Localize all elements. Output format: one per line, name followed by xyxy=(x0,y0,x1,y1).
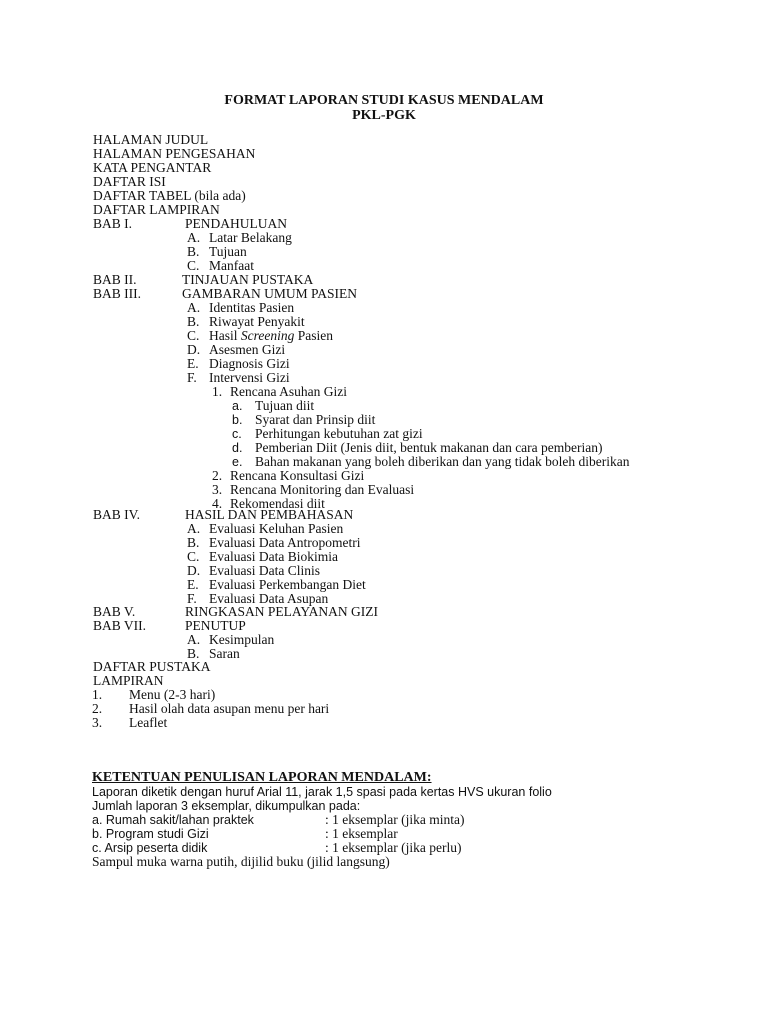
sub-sub-list-item: Pemberian Diit (Jenis diit, bentuk makanan dan cara pemberian) xyxy=(255,440,603,455)
sub-sub-list-item: Bahan makanan yang boleh diberikan dan yang tidak boleh diberikan xyxy=(255,454,630,469)
list-item: Evaluasi Data Biokimia xyxy=(209,549,338,564)
chapter-label: BAB VII. xyxy=(93,618,147,633)
lampiran-item: Hasil olah data asupan menu per hari xyxy=(129,701,330,716)
list-marker: C. xyxy=(187,328,200,343)
requirements-line: Jumlah laporan 3 eksemplar, dikumpulkan pada: xyxy=(92,799,361,813)
copy-amount: : 1 eksemplar (jika perlu) xyxy=(325,840,462,855)
list-marker: E. xyxy=(187,356,199,371)
sub-list-item: Rekomendasi diit xyxy=(230,496,325,511)
list-marker: B. xyxy=(187,244,200,259)
copy-amount: : 1 eksemplar xyxy=(325,826,398,841)
front-matter-item: DAFTAR LAMPIRAN xyxy=(93,202,220,217)
copy-recipient: a. Rumah sakit/lahan praktek xyxy=(92,813,254,827)
list-marker: B. xyxy=(187,314,200,329)
chapter-label: BAB IV. xyxy=(93,507,141,522)
chapter-title: PENDAHULUAN xyxy=(185,216,287,231)
list-item-italic-text: Screening xyxy=(240,328,295,343)
sub-sub-list-item: Syarat dan Prinsip diit xyxy=(255,412,376,427)
chapter-label: BAB I. xyxy=(93,216,133,231)
list-marker: A. xyxy=(187,300,201,315)
list-item-text: Pasien xyxy=(294,328,333,343)
chapter-label: BAB III. xyxy=(93,286,141,301)
list-marker: B. xyxy=(187,646,200,661)
sub-sub-list-item: Perhitungan kebutuhan zat gizi xyxy=(255,426,423,441)
list-item: Evaluasi Data Clinis xyxy=(209,563,320,578)
requirements-heading: KETENTUAN PENULISAN LAPORAN MENDALAM: xyxy=(92,770,432,785)
list-item: Riwayat Penyakit xyxy=(209,314,305,329)
sub-list-item: Rencana Konsultasi Gizi xyxy=(230,468,365,483)
sub-list-marker: 2. xyxy=(212,468,223,483)
list-item xyxy=(209,329,333,343)
list-marker: D. xyxy=(187,563,201,578)
chapter-title: HASIL DAN PEMBAHASAN xyxy=(185,507,354,522)
chapter-title: RINGKASAN PELAYANAN GIZI xyxy=(185,604,379,619)
lampiran-marker: 1. xyxy=(92,687,103,702)
list-marker: E. xyxy=(187,577,199,592)
list-marker: D. xyxy=(187,342,201,357)
list-marker: C. xyxy=(187,258,200,273)
sub-sub-list-marker: a. xyxy=(232,399,243,413)
sub-list-item: Rencana Asuhan Gizi xyxy=(230,384,347,399)
sub-list-marker: 4. xyxy=(212,496,223,511)
list-marker: A. xyxy=(187,230,201,245)
list-item: Asesmen Gizi xyxy=(209,342,286,357)
chapter-title: GAMBARAN UMUM PASIEN xyxy=(182,286,358,301)
list-item: Diagnosis Gizi xyxy=(209,356,290,371)
list-item: Intervensi Gizi xyxy=(209,370,290,385)
list-marker: F. xyxy=(187,591,197,606)
chapter-label: BAB V. xyxy=(93,604,136,619)
list-marker: A. xyxy=(187,632,201,647)
sub-sub-list-marker: e. xyxy=(232,455,243,469)
list-item: Evaluasi Data Asupan xyxy=(209,591,329,606)
sub-sub-list-marker: d. xyxy=(232,441,243,455)
sub-sub-list-item: Tujuan diit xyxy=(255,398,315,413)
front-matter-item: HALAMAN JUDUL xyxy=(93,132,209,147)
list-marker: A. xyxy=(187,521,201,536)
requirements-line: Laporan diketik dengan huruf Arial 11, jarak 1,5 spasi pada kertas HVS ukuran folio xyxy=(92,785,552,799)
list-item: Tujuan xyxy=(209,244,247,259)
copy-recipient: c. Arsip peserta didik xyxy=(92,841,208,855)
sub-list-marker: 1. xyxy=(212,384,223,399)
sub-list-marker: 3. xyxy=(212,482,223,497)
copy-amount: : 1 eksemplar (jika minta) xyxy=(325,812,465,827)
requirements-line: Sampul muka warna putih, dijilid buku (jilid langsung) xyxy=(92,854,390,869)
sub-sub-list-marker: c. xyxy=(232,427,242,441)
front-matter-item: DAFTAR ISI xyxy=(93,174,166,189)
front-matter-item: HALAMAN PENGESAHAN xyxy=(93,146,256,161)
list-marker: C. xyxy=(187,549,200,564)
list-item: Identitas Pasien xyxy=(209,300,295,315)
list-item: Kesimpulan xyxy=(209,632,275,647)
lampiran-item: Menu (2-3 hari) xyxy=(129,687,216,702)
list-marker: B. xyxy=(187,535,200,550)
lampiran-item: Leaflet xyxy=(129,715,168,730)
chapter-label: BAB II. xyxy=(93,272,137,287)
chapter-title: TINJAUAN PUSTAKA xyxy=(182,272,314,287)
sub-list-item: Rencana Monitoring dan Evaluasi xyxy=(230,482,415,497)
lampiran-marker: 2. xyxy=(92,701,103,716)
list-item: Manfaat xyxy=(209,258,254,273)
back-matter-item: LAMPIRAN xyxy=(93,673,164,688)
document-subtitle: PKL-PGK xyxy=(352,108,416,123)
list-item: Evaluasi Perkembangan Diet xyxy=(209,577,366,592)
list-item: Evaluasi Keluhan Pasien xyxy=(209,521,344,536)
chapter-title: PENUTUP xyxy=(185,618,246,633)
copy-recipient: b. Program studi Gizi xyxy=(92,827,209,841)
sub-sub-list-marker: b. xyxy=(232,413,243,427)
back-matter-item: DAFTAR PUSTAKA xyxy=(93,659,211,674)
list-item: Saran xyxy=(209,646,240,661)
front-matter-item: KATA PENGANTAR xyxy=(93,160,212,175)
list-item: Evaluasi Data Antropometri xyxy=(209,535,361,550)
lampiran-marker: 3. xyxy=(92,715,103,730)
list-item-text: Hasil xyxy=(209,328,241,343)
list-item: Latar Belakang xyxy=(209,230,292,245)
list-marker: F. xyxy=(187,370,197,385)
front-matter-item: DAFTAR TABEL (bila ada) xyxy=(93,188,246,203)
document-title: FORMAT LAPORAN STUDI KASUS MENDALAM xyxy=(224,93,544,108)
